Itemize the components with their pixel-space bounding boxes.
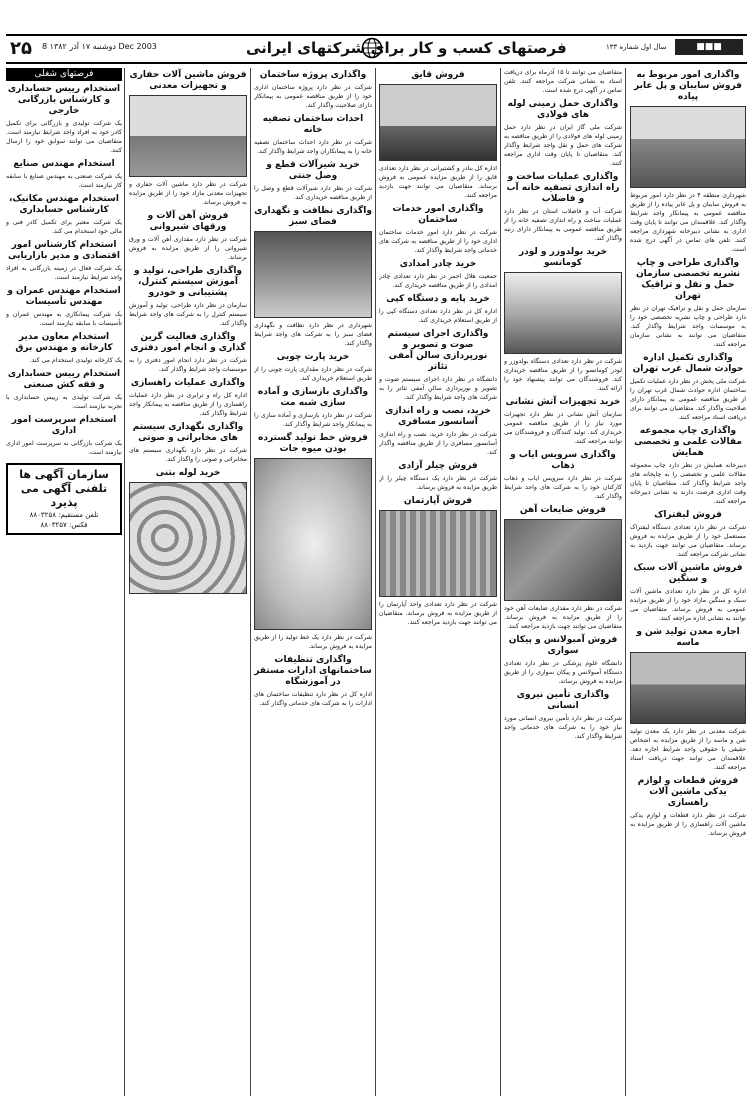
loader-photo xyxy=(504,272,622,354)
column-2: متقاضیان می توانند تا ۱۵ آذرماه برای دریافت اسناد به نشانی شرکت مراجعه کنند. تلفن تماس در آگهی درج شده است. واگذاری حمل زمینی لوله های فولادی شرکت ملی گاز ایران در نظر دارد حمل زمینی لوله های فولادی را از طریق مناقصه به شرکت های حمل و نقل واجد شرایط واگذار کند. متقاضیان تا پایان وقت اداری مراجعه کنند. واگذاری عملیات ساخت و راه اندازی تصفیه خانه آب و فاضلاب شرکت آب و فاضلاب استان در نظر دارد عملیات ساخت و راه اندازی تصفیه خانه را از طریق مناقصه عمومی به پیمانکار دارای رتبه واگذار کند. خرید بولدوزر و لودر کوماتسو شرکت در نظر دارد تعدادی دستگاه بولدوزر و لودر کوماتسو را از طریق مناقصه خریداری کند. فروشندگان می توانند پیشنهاد خود را ارائه کنند. خرید تجهیزات آتش نشانی سازمان آتش نشانی در نظر دارد تجهیزات مورد نیاز را از طریق مناقصه عمومی خریداری کند. تولید کنندگان و فروشندگان می توانند مراجعه کنند. واگذاری سرویس ایاب و ذهاب شرکت در نظر دارد سرویس ایاب و ذهاب کارکنان خود را به شرکت های واجد شرایط واگذار کند. فروش ضایعات آهن شرکت در نظر دارد مقداری ضایعات آهن خود را از طریق مزایده به فروش برساند. متقاضیان می توانند جهت بازدید مراجعه کنند. فروش آمبولانس و پیکان سواری دانشگاه علوم پزشکی در نظر دارد تعدادی دستگاه آمبولانس و پیکان سواری را از طریق مزایده به فروش برساند. واگذاری تأمین نیروی انسانی شرکت در نظر دارد تأمین نیروی انسانی مورد نیاز خود را به شرکت های خدماتی واجد شرایط واگذار کند. xyxy=(504,69,622,740)
column-3: فروش قایق اداره کل بنادر و کشتیرانی در نظر دارد تعدادی قایق را از طریق مزایده عمومی به فروش برساند. متقاضیان می توانند جهت بازدید مراجعه کنند. واگذاری امور خدمات ساختمان شرکت در نظر دارد امور خدمات ساختمان اداری خود را از طریق مناقصه به شرکت های خدماتی واجد شرایط واگذار کند. خرید چادر امدادی جمعیت هلال احمر در نظر دارد تعدادی چادر امدادی را از طریق مناقصه خریداری کند. خرید پایه و دستگاه کپی اداره کل در نظر دارد تعدادی دستگاه کپی را از طریق استعلام خریداری کند. واگذاری اجرای سیستم صوت و تصویر و نورپردازی سالن آمفی تئاتر دانشگاه در نظر دارد اجرای سیستم صوت و تصویر و نورپردازی سالن آمفی تئاتر را به شرکت های واجد شرایط واگذار کند. خرید، نصب و راه اندازی آسانسور مسافری شرکت در نظر دارد خرید، نصب و راه اندازی آسانسور مسافری را از طریق مناقصه واگذار کند. فروش چیلر آزادی شرکت در نظر دارد یک دستگاه چیلر را از طریق مزایده به فروش برساند. فروش آپارتمان شرکت در نظر دارد تعدادی واحد آپارتمان را از طریق مزایده به فروش برساند. متقاضیان می توانند جهت بازدید مراجعه کنند. xyxy=(379,70,497,626)
ad-item: اجاره معدن تولید شن و ماسه شرکت معدنی در نظر دارد یک معدن تولید شن و ماسه را از طریق مزایده به اشخاص حقیقی یا حقوقی واجد شرایط اجاره دهد. علاقمندان می توانند جهت دریافت اسناد مراجعه کنند. xyxy=(630,627,746,771)
concrete-pipe-photo xyxy=(129,482,247,594)
globe-icon xyxy=(361,37,383,59)
ad-item: واگذاری تکمیل اداره حوادث شمال غرب تهران شرکت ملی پخش در نظر دارد عملیات تکمیل ساختمان اداره حوادث شمال غرب تهران را از طریق مناقصه عمومی به پیمانکار دارای صلاحیت واگذار کند. متقاضیان می توانند برای دریافت اسناد مراجعه کنند. xyxy=(630,353,746,421)
scrap-photo xyxy=(504,519,622,601)
ad-item: فروش ماشین آلات سبک و سنگین اداره کل در نظر دارد تعدادی ماشین آلات سبک و سنگین مازاد خود را از طریق مزایده عمومی به فروش برساند. متقاضیان می توانند به نشانی اداره مراجعه کنند. xyxy=(630,563,746,622)
ad-item: واگذاری چاپ مجموعه مقالات علمی و تخصصی همایش دبیرخانه همایش در نظر دارد چاپ مجموعه مقالات علمی و تخصصی را به چاپخانه های واجد شرایط واگذار کند. متقاضیان تا پایان وقت اداری فرصت دارند به نشانی دبیرخانه مراجعه کنند. xyxy=(630,426,746,505)
column-5: فروش ماشین آلات حفاری و تجهیزات معدنی شرکت در نظر دارد ماشین آلات حفاری و تجهیزات معدنی مازاد خود را از طریق مزایده به فروش برساند. فروش آهن آلات و ورقهای شیروانی شرکت در نظر دارد مقداری آهن آلات و ورق شیروانی را از طریق مزایده به فروش برساند. واگذاری طراحی، تولید و آموزش سیستم کنترل، پشتیبانی و خودرو سازمان در نظر دارد طراحی، تولید و آموزش سیستم کنترل را به شرکت های واجد شرایط واگذار کند. واگذاری فعالیت گرین گذاری و انجام امور دفتری شرکت در نظر دارد انجام امور دفتری را به موسسات واجد شرایط واگذار کند. واگذاری عملیات راهسازی اداره کل راه و ترابری در نظر دارد عملیات راهسازی را از طریق مناقصه به پیمانکار واجد شرایط واگذار کند. واگذاری نگهداری سیستم های مخابراتی و صوتی شرکت در نظر دارد نگهداری سیستم های مخابراتی و صوتی را واگذار کند. خرید لوله بتنی xyxy=(129,68,247,1096)
page-title: فرصتهای کسب و کار برای شرکتهای ایرانی xyxy=(246,39,567,57)
column-1 xyxy=(630,68,746,1096)
juice-glass-photo xyxy=(254,458,372,630)
park-photo xyxy=(254,231,372,318)
ad-item: فروش قطعات و لوازم یدکی ماشین آلات راهسازی شرکت در نظر دارد قطعات و لوازم یدکی ماشین آلات راهسازی را از طریق مزایده به فروش برساند. xyxy=(630,776,746,837)
apartment-photo xyxy=(379,510,497,597)
ad-item: واگذاری طراحی و چاپ نشریه تخصصی سازمان حمل و نقل و ترافیک تهران سازمان حمل و نقل و ترافیک تهران در نظر دارد طراحی و چاپ نشریه تخصصی خود را به موسسات واجد شرایط واگذار کند. متقاضیان می توانند به نشانی سازمان مراجعه کنند. xyxy=(630,258,746,348)
column-6: فرصتهای شغلی استخدام رییس حسابداری و کارشناس بازرگانی خارجی یک شرکت تولیدی و بازرگانی برای تکمیل کادر خود به افراد واجد شرایط نیازمند است. متقاضیان می توانند سوابق خود را ارسال کنند. استخدام مهندس صنایع یک شرکت صنعتی به مهندس صنایع با سابقه کار نیازمند است. استخدام مهندس مکانیک، کارشناس حسابداری یک شرکت معتبر برای تکمیل کادر فنی و مالی خود استخدام می کند. استخدام کارشناس امور اقتصادی و مدیر بازاریابی یک شرکت فعال در زمینه بازرگانی به افراد واجد شرایط نیازمند است. استخدام مهندس عمران و مهندس تأسیسات یک شرکت پیمانکاری به مهندس عمران و تأسیسات با سابقه نیازمند است. استخدام معاون مدیر کارخانه و مهندس برق یک کارخانه تولیدی استخدام می کند. استخدام رییس حسابداری و فقه کش صنعتی یک شرکت تولیدی به رییس حسابداری با تجربه نیازمند است. استخدام سرپرست امور اداری یک شرکت بازرگانی به سرپرست امور اداری نیازمند است. سازمان آگهی ها تلفنی آگهی می پذیرد تلفن مستقیم: ۸۸۰۳۲۵۸ فکس: ۸۸۰۳۲۵۷ xyxy=(6,68,122,1096)
drilling-photo xyxy=(129,95,247,177)
boat-photo xyxy=(379,84,497,161)
ads-office-box: سازمان آگهی ها تلفنی آگهی می پذیرد تلفن مستقیم: ۸۸۰۳۲۵۸ فکس: ۸۸۰۳۲۵۷ xyxy=(6,463,122,535)
newspaper-logo: ■■■ xyxy=(675,39,743,55)
column-4: واگذاری پروژه ساختمان شرکت در نظر دارد پروژه ساختمان اداری خود را از طریق مناقصه عمومی به پیمانکار دارای صلاحیت واگذار کند. احداث ساختمان تصفیه خانه شرکت در نظر دارد احداث ساختمان تصفیه خانه را به پیمانکاران واجد شرایط واگذار کند. خرید شیرآلات قطع و وصل جنتی شرکت در نظر دارد شیرآلات قطع و وصل را از طریق مناقصه خریداری کند. واگذاری نظافت و نگهداری فضای سبز شهرداری در نظر دارد نظافت و نگهداری فضای سبز را به شرکت های واجد شرایط واگذار کند. خرید پارت چوبی شرکت در نظر دارد مقداری پارت چوبی را از طریق استعلام خریداری کند. واگذاری بازسازی و آماده سازی شبه مت شرکت در نظر دارد بازسازی و آماده سازی را به پیمانکار واجد شرایط واگذار کند. فروش خط تولید گسترده بودن میوه جات شرکت در نظر دارد یک خط تولید را از طریق مزایده به فروش برساند. واگذاری تنظیفات ساختمانهای ادارات مستقر در آموزشگاه اداره کل در نظر دارد تنظیفات ساختمان های ادارات را به شرکت های خدماتی واگذار کند. xyxy=(254,70,372,707)
ad-heading: واگذاری امور مربوط به فروش سایبان و پل عابر پیاده xyxy=(634,70,742,102)
page-number: ۲۵ xyxy=(10,38,32,59)
ad-item: فروش لیفتراک شرکت در نظر دارد تعدادی دستگاه لیفتراک مستعمل خود را از طریق مزایده به فروش برساند. متقاضیان می توانند جهت بازدید به نشانی شرکت مراجعه کنند. xyxy=(630,510,746,558)
issue-number: سال اول شماره ۱۳۳ xyxy=(606,43,667,51)
jobs-heading: فرصتهای شغلی xyxy=(6,68,122,81)
page-header xyxy=(6,34,747,64)
issue-date: دوشنبه ۱۷ آذر ۱۳۸۲ 8 Dec 2003 xyxy=(42,42,157,51)
road-photo xyxy=(630,106,746,188)
ad-item: واگذاری امور مربوط به فروش سایبان و پل عابر پیاده شهرداری منطقه ۴ در نظر دارد امور مربوط به فروش سایبان و پل عابر پیاده را از طریق مناقصه عمومی به پیمانکار واجد شرایط واگذار کند. علاقمندان می توانند تا پایان وقت اداری به نشانی دبیرخانه شهرداری مراجعه کنند. تلفن های تماس در آگهی درج شده است. xyxy=(630,70,746,253)
mine-photo xyxy=(630,652,746,724)
